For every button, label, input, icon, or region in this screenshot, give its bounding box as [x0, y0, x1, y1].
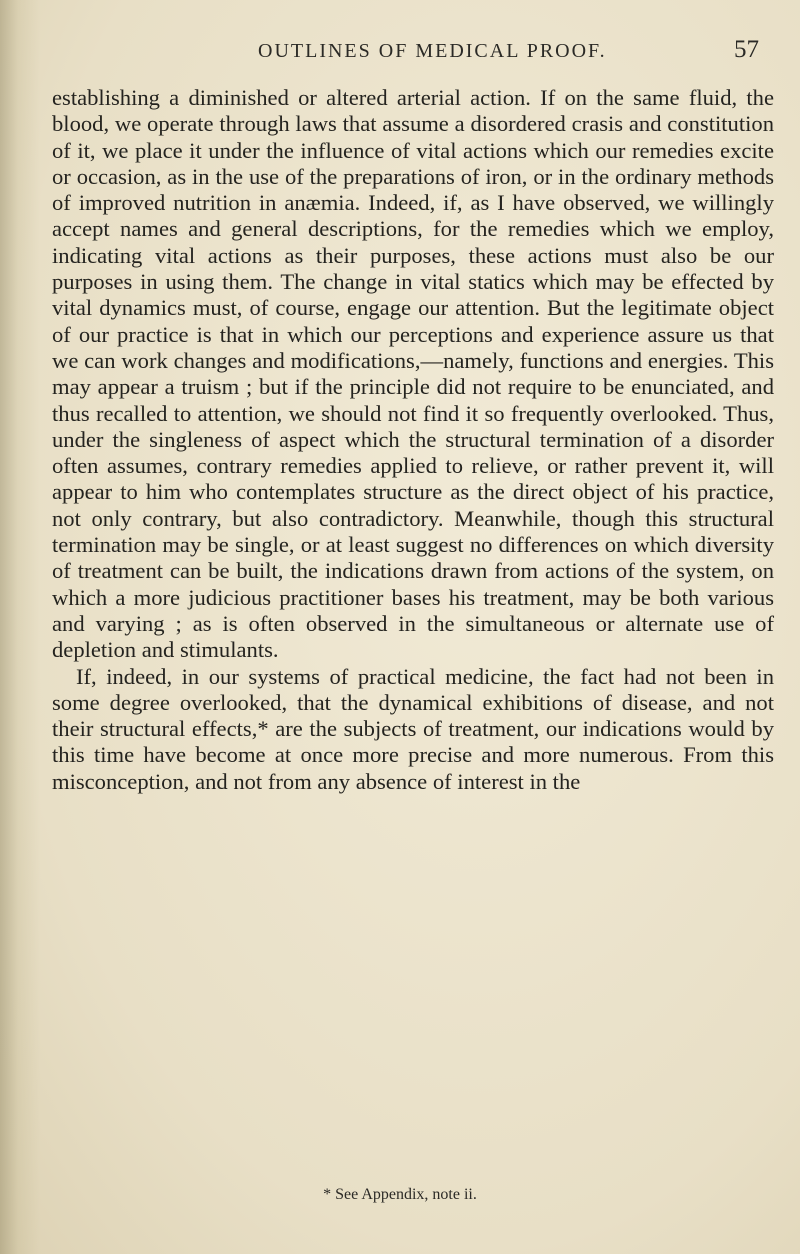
footnote: * See Appendix, note ii. [323, 1186, 477, 1203]
running-head: OUTLINES OF MEDICAL PROOF. [258, 40, 607, 62]
paragraph: If, indeed, in our systems of practical medicine, the fact had not been in some degree overlooked, that the dynamical exhibitions of disease, and not their structural effects,* are the subjects of treatment, our indications would by this time have become at once more precise and more numerous. From this misconception, and not from any absence of interest in the [52, 663, 774, 794]
paragraph: establishing a diminished or altered arterial action. If on the same fluid, the blood, we operate through laws that assume a disordered crasis and constitution of it, we place it under the influence of vital actions which our remedies excite or occasion, as in the use of the preparations of iron, or in the ordinary methods of improved nutrition in anæmia. Indeed, if, as I have observed, we willingly accept names and general descriptions, for the remedies which we employ, indicating vital actions as their purposes, these actions must also be our purposes in using them. The change in vital statics which may be effected by vital dynamics must, of course, engage our attention. But the legitimate object of our practice is that in which our perceptions and experience assure us that we can work changes and modifications,—namely, functions and energies. This may appear a truism ; but if the principle did not require to be enunciated, and thus recalled to attention, we should not find it so frequently overlooked. Thus, under the singleness of aspect which the structural termination of a disorder often assumes, contrary remedies applied to relieve, or rather prevent it, will appear to him who contemplates structure as the direct object of his practice, not only contrary, but also contradictory. Meanwhile, though this structural termination may be single, or at least suggest no differences on which diversity of treatment can be built, the indications drawn from actions of the system, on which a more judicious practitioner bases his treatment, may be both various and varying ; as is often observed in the simultaneous or alternate use of depletion and stimulants. [52, 85, 774, 663]
body-text [52, 85, 774, 795]
page-header [0, 36, 800, 76]
page-number: 57 [734, 36, 759, 63]
